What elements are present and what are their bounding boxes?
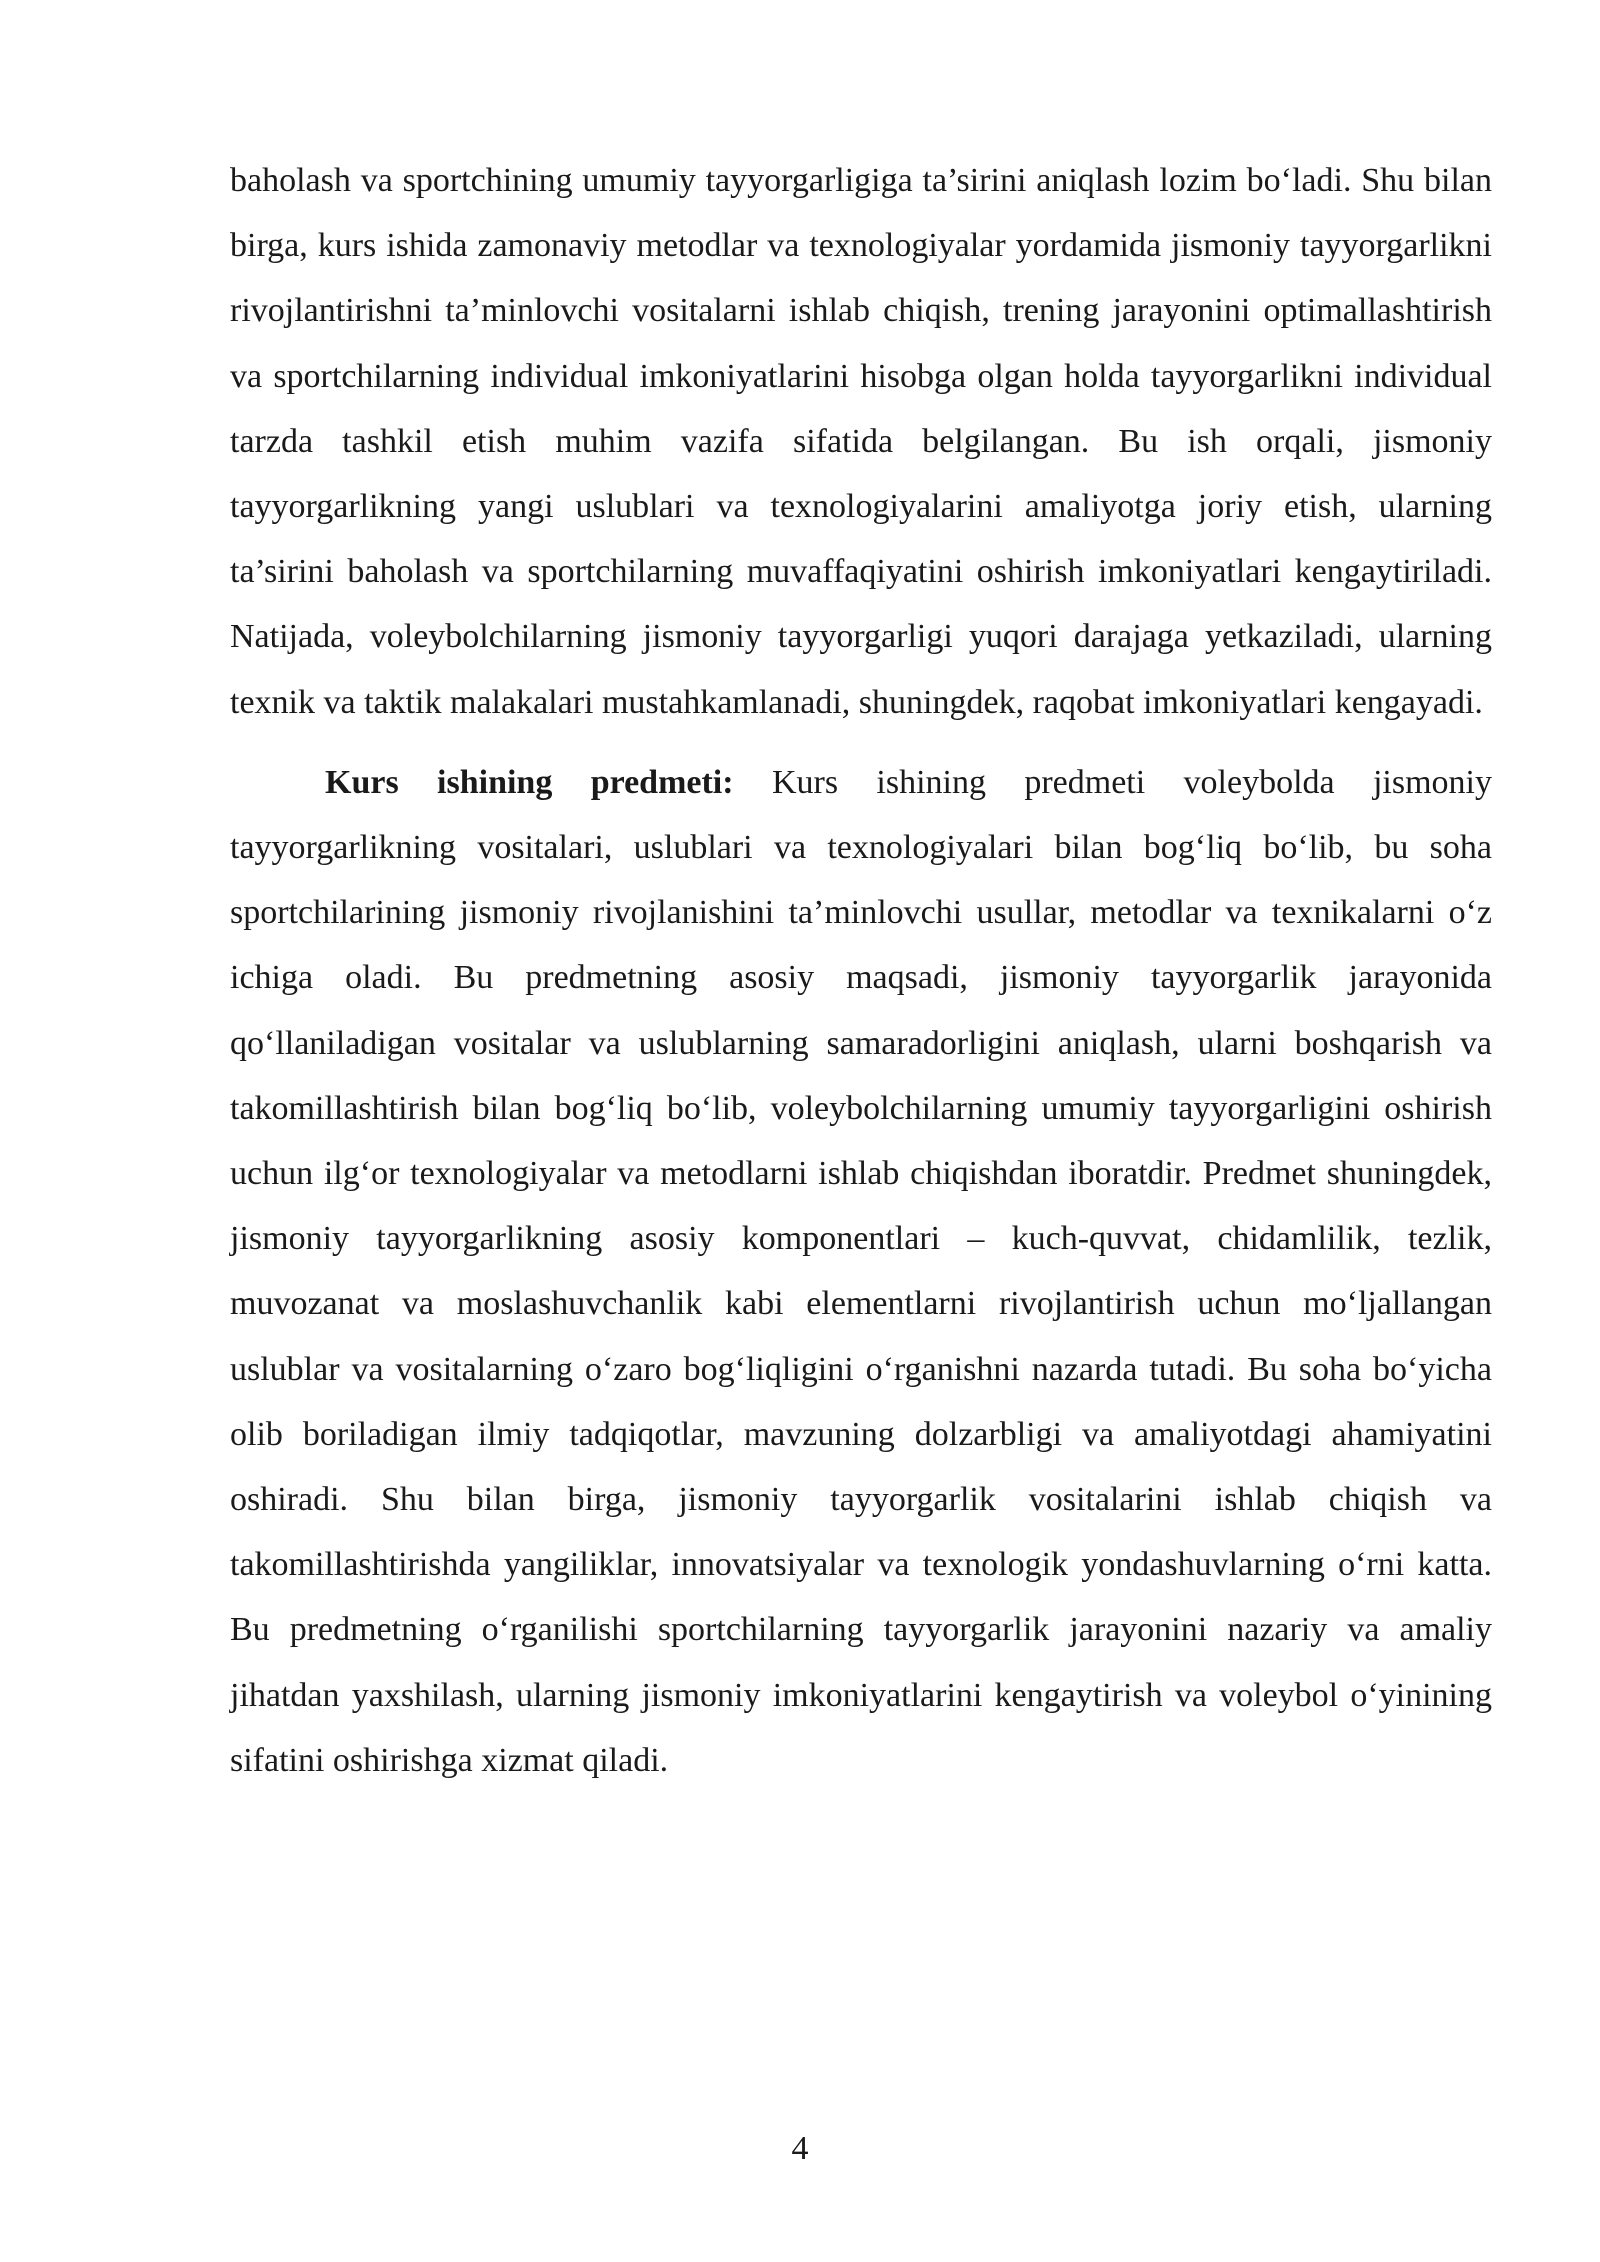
- page-number: 4: [791, 2130, 809, 2167]
- paragraph-2-body: Kurs ishining predmeti voleybolda jismoniy tayyorgarlikning vositalari, uslublari va texnologiyalari bilan bog‘liq bo‘lib, bu soha sportchilarining jismoniy rivojlanishini ta’minlovchi usullar, metodlar va texnikalarni o‘z ichiga oladi. Bu predmetning asosiy maqsadi, jismoniy tayyorgarlik jarayonida qo‘llaniladigan vositalar va uslublarning samaradorligini aniqlash, ularni boshqarish va takomillashtirish bilan bog‘liq bo‘lib, voleybolchilarning umumiy tayyorgarligini oshirish uchun ilg‘or texnologiyalar va metodlarni ishlab chiqishdan iboratdir. Predmet shuningdek, jismoniy tayyorgarlikning asosiy komponentlari – kuch-quvvat, chidamlilik, tezlik, muvozanat va moslashuvchanlik kabi elementlarni rivojlantirish uchun mo‘ljallangan uslublar va vositalarning o‘zaro bog‘liqligini o‘rganishni nazarda tutadi. Bu soha bo‘yicha olib boriladigan ilmiy tadqiqotlar, mavzuning dolzarbligi va amaliyotdagi ahamiyatini oshiradi. Shu bilan birga, jismoniy tayyorgarlik vositalarini ishlab chiqish va takomillashtirishda yangiliklar, innovatsiyalar va texnologik yondashuvlarning o‘rni katta. Bu predmetning o‘rganilishi sportchilarning tayyorgarlik jarayonini nazariy va amaliy jihatdan yaxshilash, ularning jismoniy imkoniyatlarini kengaytirish va voleybol o‘yinining sifatini oshirishga xizmat qiladi.: [230, 763, 1492, 1779]
- paragraph-1: baholash va sportchining umumiy tayyorgarligiga ta’sirini aniqlash lozim bo‘ladi. Shu bilan birga, kurs ishida zamonaviy metodlar va texnologiyalar yordamida jismoniy tayyorgarlikni rivojlantirishni ta’minlovchi vositalarni ishlab chiqish, trening jarayonini optimallashtirish va sportchilarning individual imkoniyatlarini hisobga olgan holda tayyorgarlikni individual tarzda tashkil etish muhim vazifa sifatida belgilangan. Bu ish orqali, jismoniy tayyorgarlikning yangi uslublari va texnologiyalarini amaliyotga joriy etish, ularning ta’sirini baholash va sportchilarning muvaffaqiyatini oshirish imkoniyatlari kengaytiriladi. Natijada, voleybolchilarning jismoniy tayyorgarligi yuqori darajaga yetkaziladi, ularning texnik va taktik malakalari mustahkamlanadi, shuningdek, raqobat imkoniyatlari kengayadi.: [230, 162, 1492, 721]
- paragraph-2-heading: Kurs ishining predmeti:: [325, 763, 734, 801]
- paragraph-2: [230, 750, 1492, 1793]
- body-text: [230, 148, 1492, 1793]
